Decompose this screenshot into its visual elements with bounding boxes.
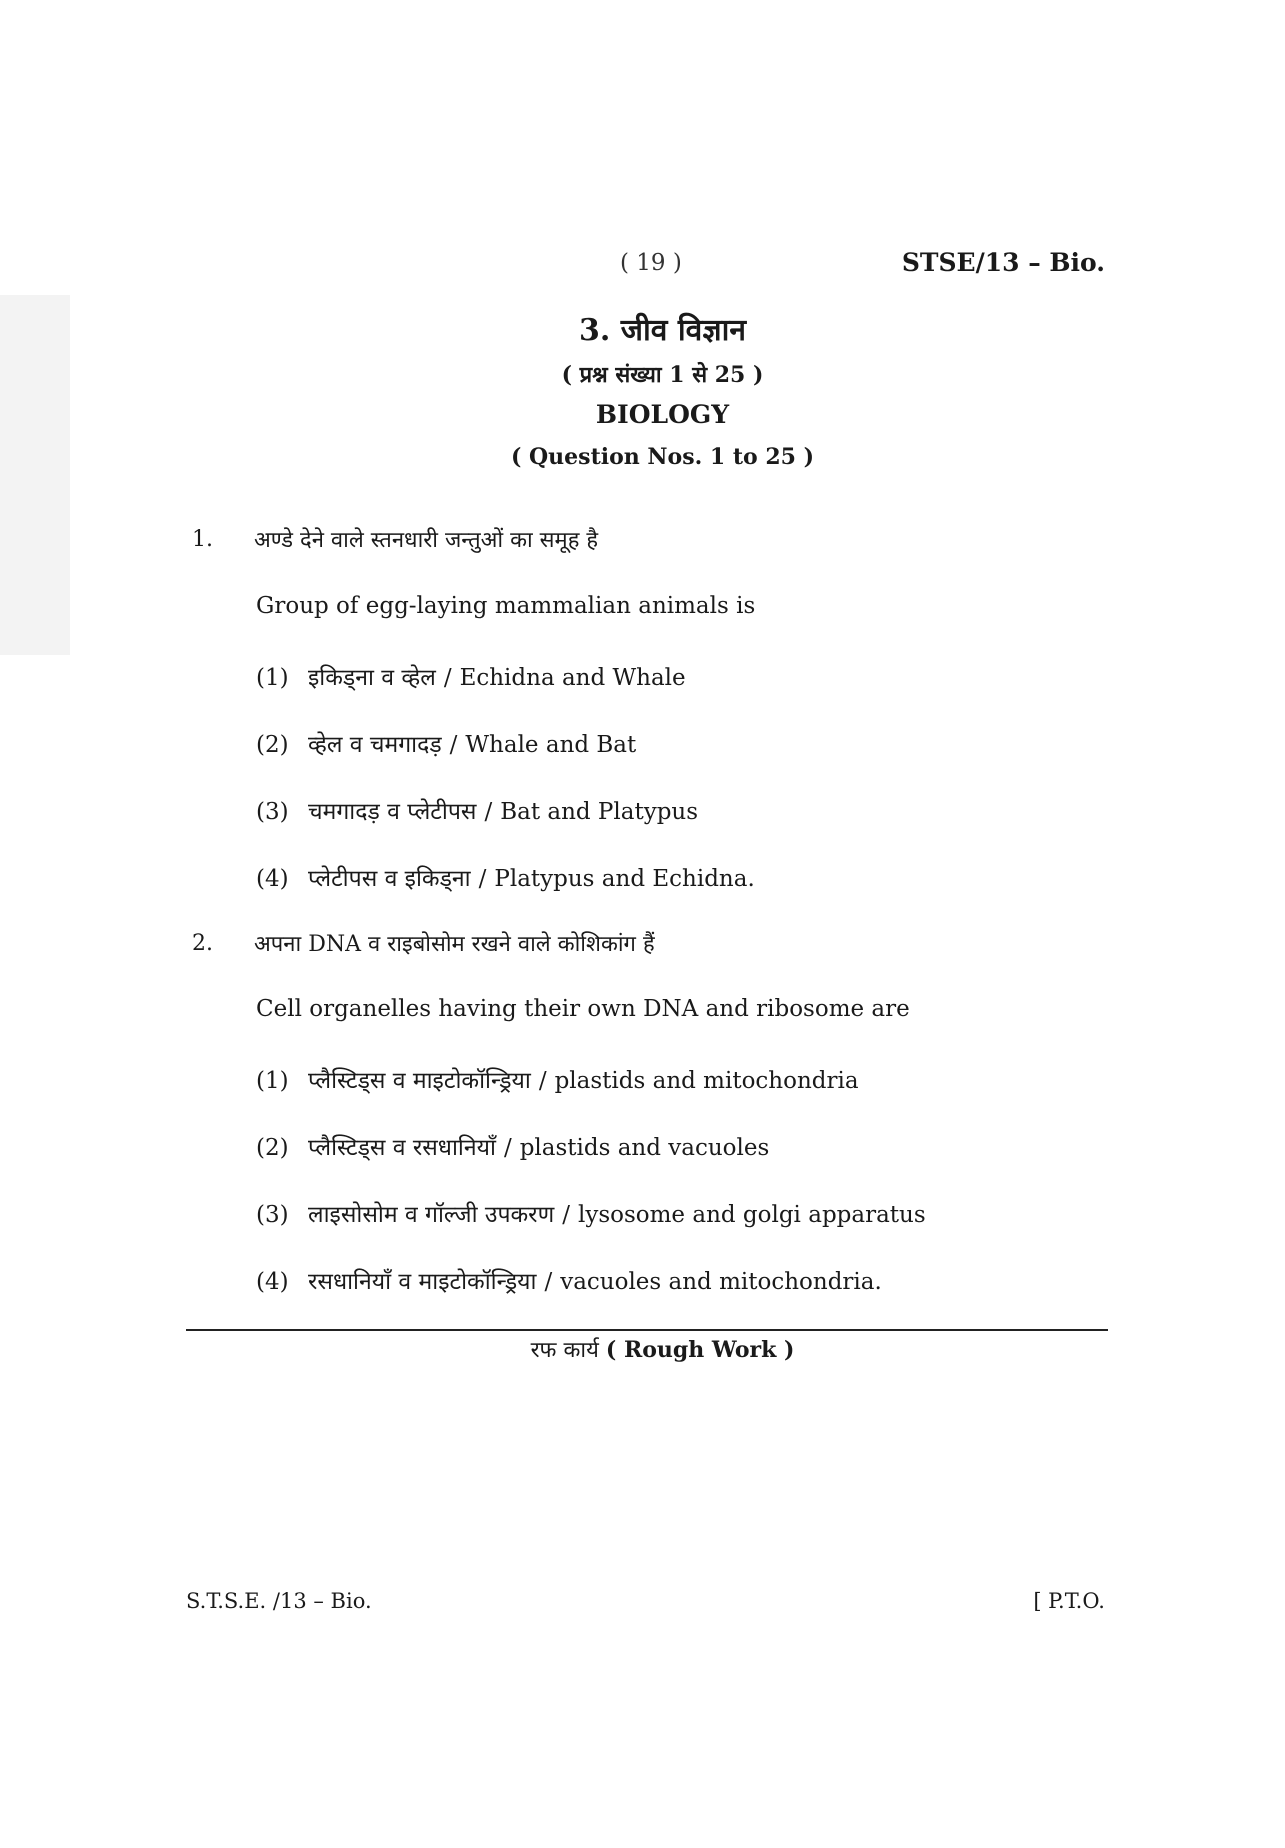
question-text-english: Cell organelles having their own DNA and ribosome are <box>256 996 910 1022</box>
scan-edge-shadow <box>0 295 70 655</box>
option-2[interactable] <box>256 727 636 759</box>
footer-pto: [ P.T.O. <box>1033 1589 1105 1613</box>
option-number: (1) <box>256 665 289 691</box>
page-number: ( 19 ) <box>620 250 682 276</box>
paper-code-header: STSE/13 – Bio. <box>901 248 1105 277</box>
rough-work-hindi: रफ कार्य <box>530 1338 599 1363</box>
option-text-english: Platypus and Echidna. <box>494 866 755 892</box>
question-number: 1. <box>192 527 213 552</box>
option-text-english: Whale and Bat <box>465 732 637 758</box>
option-separator: / <box>449 732 458 758</box>
question-range-english-text: ( Question Nos. 1 to 25 ) <box>510 444 815 470</box>
option-text-english: Bat and Platypus <box>500 799 699 825</box>
option-separator: / <box>484 799 493 825</box>
question-number: 2. <box>192 931 213 956</box>
option-text-english: plastids and vacuoles <box>519 1135 770 1161</box>
section-title-english-text: BIOLOGY <box>595 400 730 429</box>
option-text-hindi: लाइसोसोम व गॉल्जी उपकरण <box>308 1202 555 1228</box>
option-separator: / <box>562 1202 570 1228</box>
option-number: (4) <box>256 1269 289 1295</box>
option-number: (3) <box>256 1202 289 1228</box>
option-2[interactable] <box>256 1130 769 1162</box>
option-text-hindi: प्लैस्टिड्स व माइटोकॉन्ड्रिया <box>308 1068 531 1094</box>
option-text-hindi: चमगादड़ व प्लेटीपस <box>308 799 477 825</box>
option-text-english: lysosome and golgi apparatus <box>577 1202 926 1228</box>
question-text-hindi: अपना DNA व राइबोसोम रखने वाले कोशिकांग हैं <box>254 932 655 957</box>
option-text-hindi: इकिड्ना व व्हेल <box>308 665 436 691</box>
option-1[interactable] <box>256 1063 859 1095</box>
option-text-hindi: व्हेल व चमगादड़ <box>308 732 442 758</box>
option-number: (2) <box>256 1135 289 1161</box>
rough-work-label <box>0 1334 1285 1364</box>
option-text-english: plastids and mitochondria <box>554 1068 859 1094</box>
question-text-english: Group of egg-laying mammalian animals is <box>256 593 756 619</box>
option-separator: / <box>538 1068 547 1094</box>
footer-paper-code: S.T.S.E. /13 – Bio. <box>186 1589 372 1613</box>
question-range-english <box>0 444 1285 470</box>
option-1[interactable] <box>256 660 686 692</box>
option-text-hindi: प्लेटीपस व इकिड्ना <box>308 866 471 892</box>
question-range-hindi <box>0 359 1285 389</box>
option-separator: / <box>478 866 487 892</box>
option-separator: / <box>443 665 452 691</box>
option-number: (4) <box>256 866 289 892</box>
option-3[interactable] <box>256 1197 926 1229</box>
rough-work-english: ( Rough Work ) <box>605 1337 795 1363</box>
section-title-hindi <box>0 308 1285 349</box>
option-text-english: Echidna and Whale <box>459 665 686 691</box>
rough-work-divider <box>186 1329 1108 1331</box>
option-3[interactable] <box>256 794 698 826</box>
option-4[interactable] <box>256 1264 882 1296</box>
question-text-hindi: अण्डे देने वाले स्तनधारी जन्तुओं का समूह है <box>254 528 599 553</box>
option-number: (3) <box>256 799 289 825</box>
option-text-hindi: रसधानियाँ व माइटोकॉन्ड्रिया <box>308 1269 537 1295</box>
option-number: (1) <box>256 1068 289 1094</box>
section-title-hindi-text: 3. जीव विज्ञान <box>578 313 747 348</box>
option-number: (2) <box>256 732 289 758</box>
option-text-english: vacuoles and mitochondria. <box>560 1269 882 1295</box>
option-separator: / <box>544 1269 553 1295</box>
option-text-hindi: प्लैस्टिड्स व रसधानियाँ <box>308 1135 496 1161</box>
option-4[interactable] <box>256 861 755 893</box>
option-separator: / <box>503 1135 512 1161</box>
question-range-hindi-text: ( प्रश्न संख्या 1 से 25 ) <box>561 362 764 388</box>
section-title-english <box>0 400 1285 429</box>
